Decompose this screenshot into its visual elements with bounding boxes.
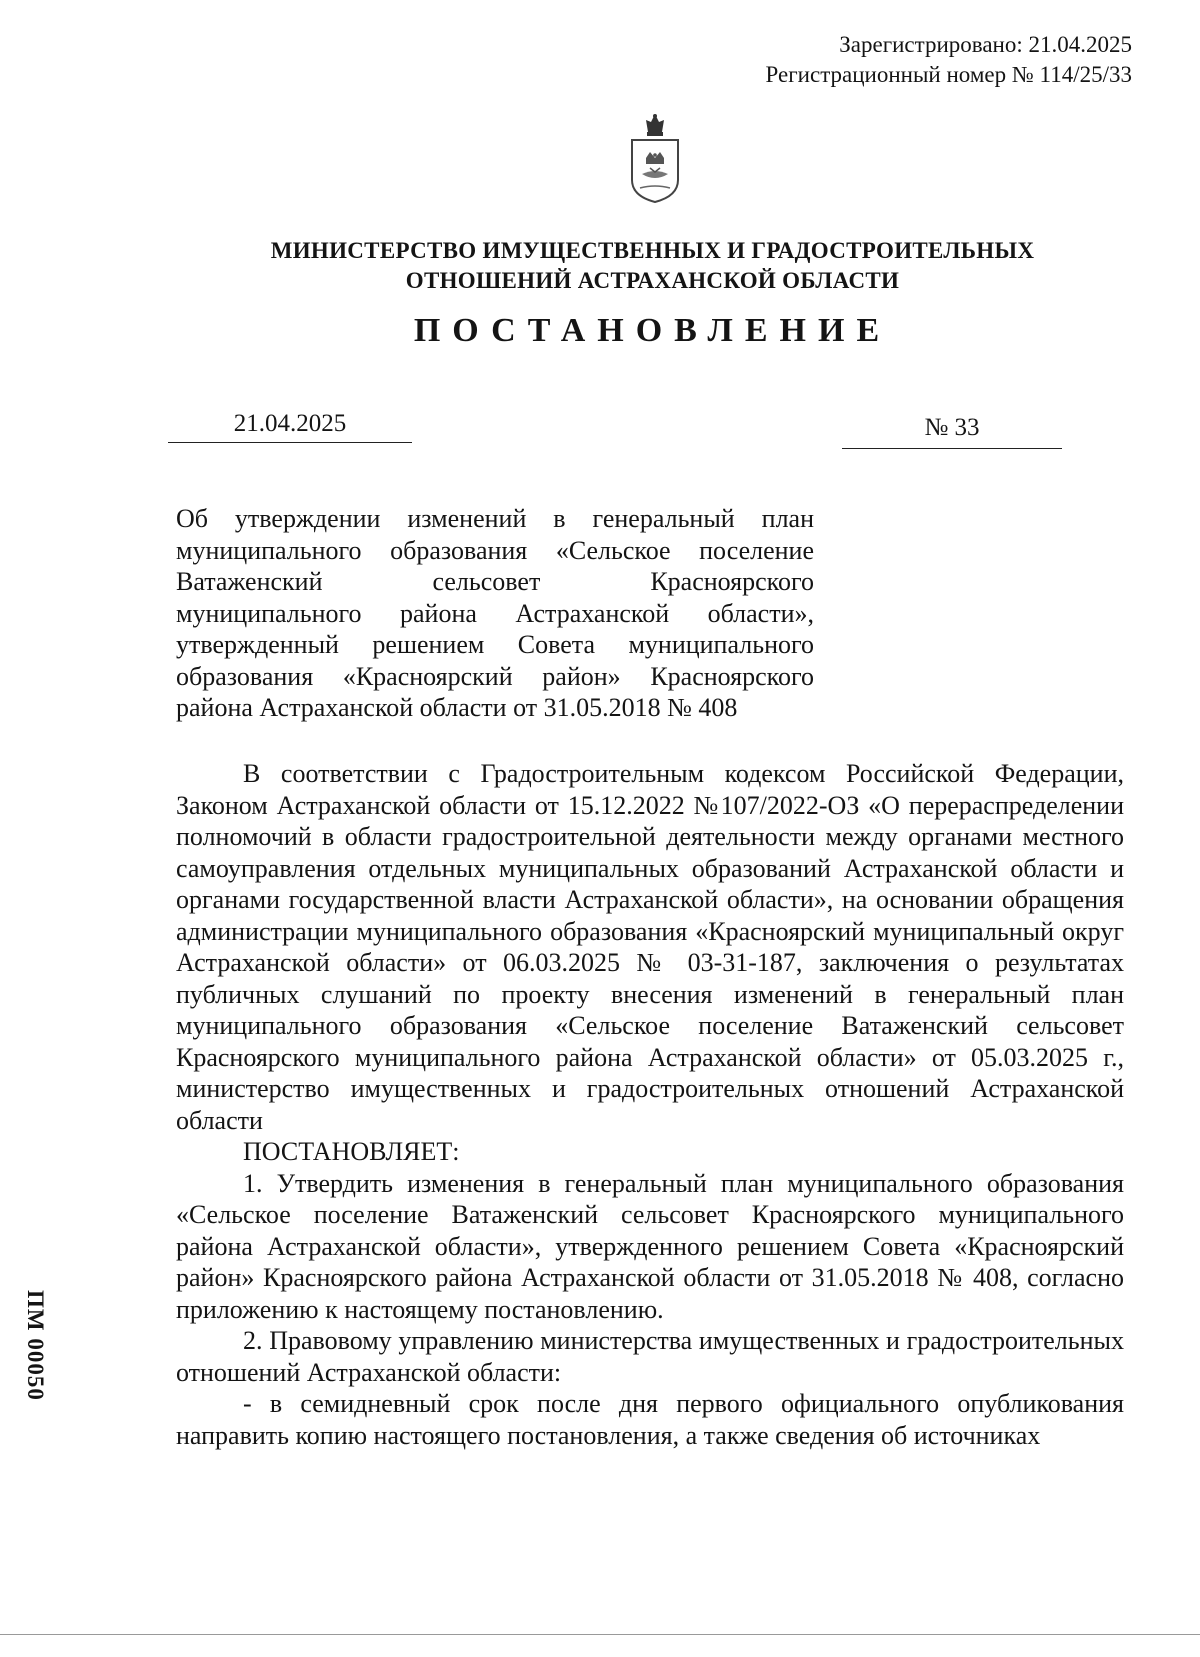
document-number: № 33	[842, 414, 1062, 449]
ministry-name-line2: ОТНОШЕНИЙ АСТРАХАНСКОЙ ОБЛАСТИ	[405, 268, 900, 293]
title-line: района Астраханской области от 31.05.2018 № 408	[176, 693, 738, 722]
title-line: муниципального образования «Сельское поселение	[176, 535, 814, 565]
registration-number: Регистрационный номер № 114/25/33	[765, 62, 1132, 87]
astrakhan-coat-of-arms-icon	[626, 112, 684, 204]
title-line: Об утверждении изменений в генеральный план	[176, 504, 814, 533]
document-body	[176, 758, 1124, 1451]
title-line: образования «Красноярский район» Красноярского	[176, 661, 814, 691]
decree-word: ПОСТАНОВЛЯЕТ:	[243, 1137, 460, 1166]
document-date: 21.04.2025	[168, 410, 412, 443]
item-2-subparagraph: - в семидневный срок после дня первого официального опубликования направить копию настоящего постановления, а также сведения об источниках	[176, 1389, 1124, 1450]
archive-stamp: ПМ 00050	[23, 1290, 48, 1401]
item-2-paragraph: 2. Правовому управлению министерства имущественных и градостроительных отношений Астраханской области:	[176, 1326, 1124, 1387]
ministry-name	[160, 236, 1145, 296]
ministry-name-line1: МИНИСТЕРСТВО ИМУЩЕСТВЕННЫХ И ГРАДОСТРОИТЕЛЬНЫХ	[270, 238, 1035, 263]
title-line: муниципального района Астраханской области»,	[176, 598, 814, 628]
footer-divider	[0, 1634, 1200, 1635]
item-1-paragraph: 1. Утвердить изменения в генеральный план муниципального образования «Сельское поселение Ватаженский сельсовет Красноярского муниципального района Астраханской области», утвержденного решением Совета «Красноярский район» Красноярского района Астраханской области от 31.05.2018 № 408, согласно приложению к настоящему постановлению.	[176, 1168, 1124, 1324]
preamble-paragraph: В соответствии с Градостроительным кодексом Российской Федерации, Законом Астраханской области от 15.12.2022 №107/2022-ОЗ «О перераспределении полномочий в области градостроительной деятельности между органами местного самоуправления отдельных муниципальных образований Астраханской области и органами государственной власти Астраханской области», на основании обращения администрации муниципального образования «Красноярский муниципальный округ Астраханской области» от 06.03.2025 № 03-31-187, заключения о результатах публичных слушаний по проекту внесения изменений в генеральный план муниципального образования «Сельское поселение Ватаженский сельсовет Красноярского муниципального района Астраханской области» от 05.03.2025 г., министерство имущественных и градостроительных отношений Астраханской области	[176, 759, 1124, 1135]
title-line: утвержденный решением Совета муниципального	[176, 630, 814, 659]
title-line: Ватаженский сельсовет Красноярского	[176, 567, 814, 596]
registration-date: Зарегистрировано: 21.04.2025	[839, 32, 1132, 57]
document-type: ПОСТАНОВЛЕНИЕ	[413, 312, 892, 349]
document-title	[176, 503, 814, 724]
registration-block	[766, 30, 1132, 90]
